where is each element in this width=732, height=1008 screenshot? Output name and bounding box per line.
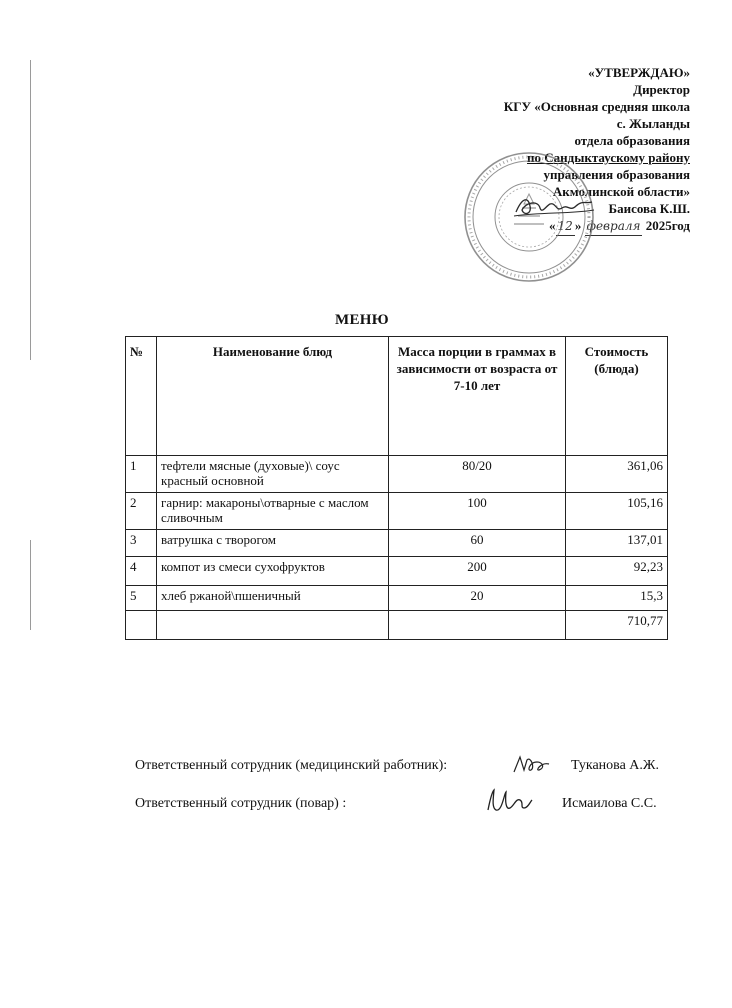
table-row [126, 557, 668, 586]
row-mass: 80/20 [389, 456, 566, 493]
approval-line: с. Жыланды [616, 116, 690, 131]
medic-signature [511, 754, 551, 776]
table-header-row [126, 337, 668, 456]
menu-title: МЕНЮ [335, 312, 389, 328]
medic-label: Ответственный сотрудник (медицинский работник): [135, 758, 448, 773]
approval-line: Баисова К.Ш. [608, 201, 690, 216]
row-cost: 92,23 [566, 557, 668, 586]
row-mass: 200 [389, 557, 566, 586]
date-close: » [574, 218, 582, 233]
row-mass: 100 [389, 493, 566, 530]
row-number: 4 [126, 557, 157, 586]
approval-line: Директор [633, 82, 690, 97]
row-number: 3 [126, 530, 157, 557]
total-empty-cell [126, 611, 157, 640]
total-empty-cell [157, 611, 389, 640]
row-cost: 105,16 [566, 493, 668, 530]
table-row [126, 456, 668, 493]
total-empty-cell [389, 611, 566, 640]
total-cost: 710,77 [566, 611, 668, 640]
row-number: 1 [126, 456, 157, 493]
header-dish-name: Наименование блюд [157, 337, 389, 456]
row-dish-name: компот из смеси сухофруктов [157, 557, 389, 586]
date-year: 2025год [645, 218, 690, 233]
approval-line: КГУ «Основная средняя школа [503, 99, 690, 114]
approval-line: отдела образования [574, 133, 690, 148]
table-row [126, 530, 668, 557]
approval-line: управления образования [543, 167, 690, 182]
director-signature [512, 192, 596, 222]
cook-name: Исмаилова С.С. [562, 796, 657, 811]
medic-name: Туканова А.Ж. [571, 758, 659, 773]
row-dish-name: ватрушка с творогом [157, 530, 389, 557]
row-cost: 361,06 [566, 456, 668, 493]
approval-line: по Сандыктаускому району [527, 150, 690, 165]
row-number: 2 [126, 493, 157, 530]
row-dish-name: гарнир: макароны\отварные с маслом сливочным [157, 493, 389, 530]
row-mass: 20 [389, 586, 566, 611]
row-mass: 60 [389, 530, 566, 557]
menu-table [125, 336, 668, 640]
binding-margin-line [30, 540, 31, 630]
row-cost: 15,3 [566, 586, 668, 611]
date-open: « [549, 218, 556, 233]
row-dish-name: тефтели мясные (духовые)\ соус красный основной [157, 456, 389, 493]
approval-line: Акмолинской области» [552, 184, 690, 199]
row-number: 5 [126, 586, 157, 611]
table-total-row [126, 611, 668, 640]
header-number: № [126, 337, 157, 456]
approval-title: «УТВЕРЖДАЮ» [588, 65, 690, 80]
table-row [126, 493, 668, 530]
header-cost: Стоимость (блюда) [566, 337, 668, 456]
row-dish-name: хлеб ржаной\пшеничный [157, 586, 389, 611]
header-portion-mass: Масса порции в граммах в зависимости от возраста от 7-10 лет [389, 337, 566, 456]
row-cost: 137,01 [566, 530, 668, 557]
date-day: 12 [556, 218, 575, 236]
table-row [126, 586, 668, 611]
cook-label: Ответственный сотрудник (повар) : [135, 796, 347, 811]
date-month: февраля [585, 218, 643, 236]
cook-signature [484, 788, 534, 814]
